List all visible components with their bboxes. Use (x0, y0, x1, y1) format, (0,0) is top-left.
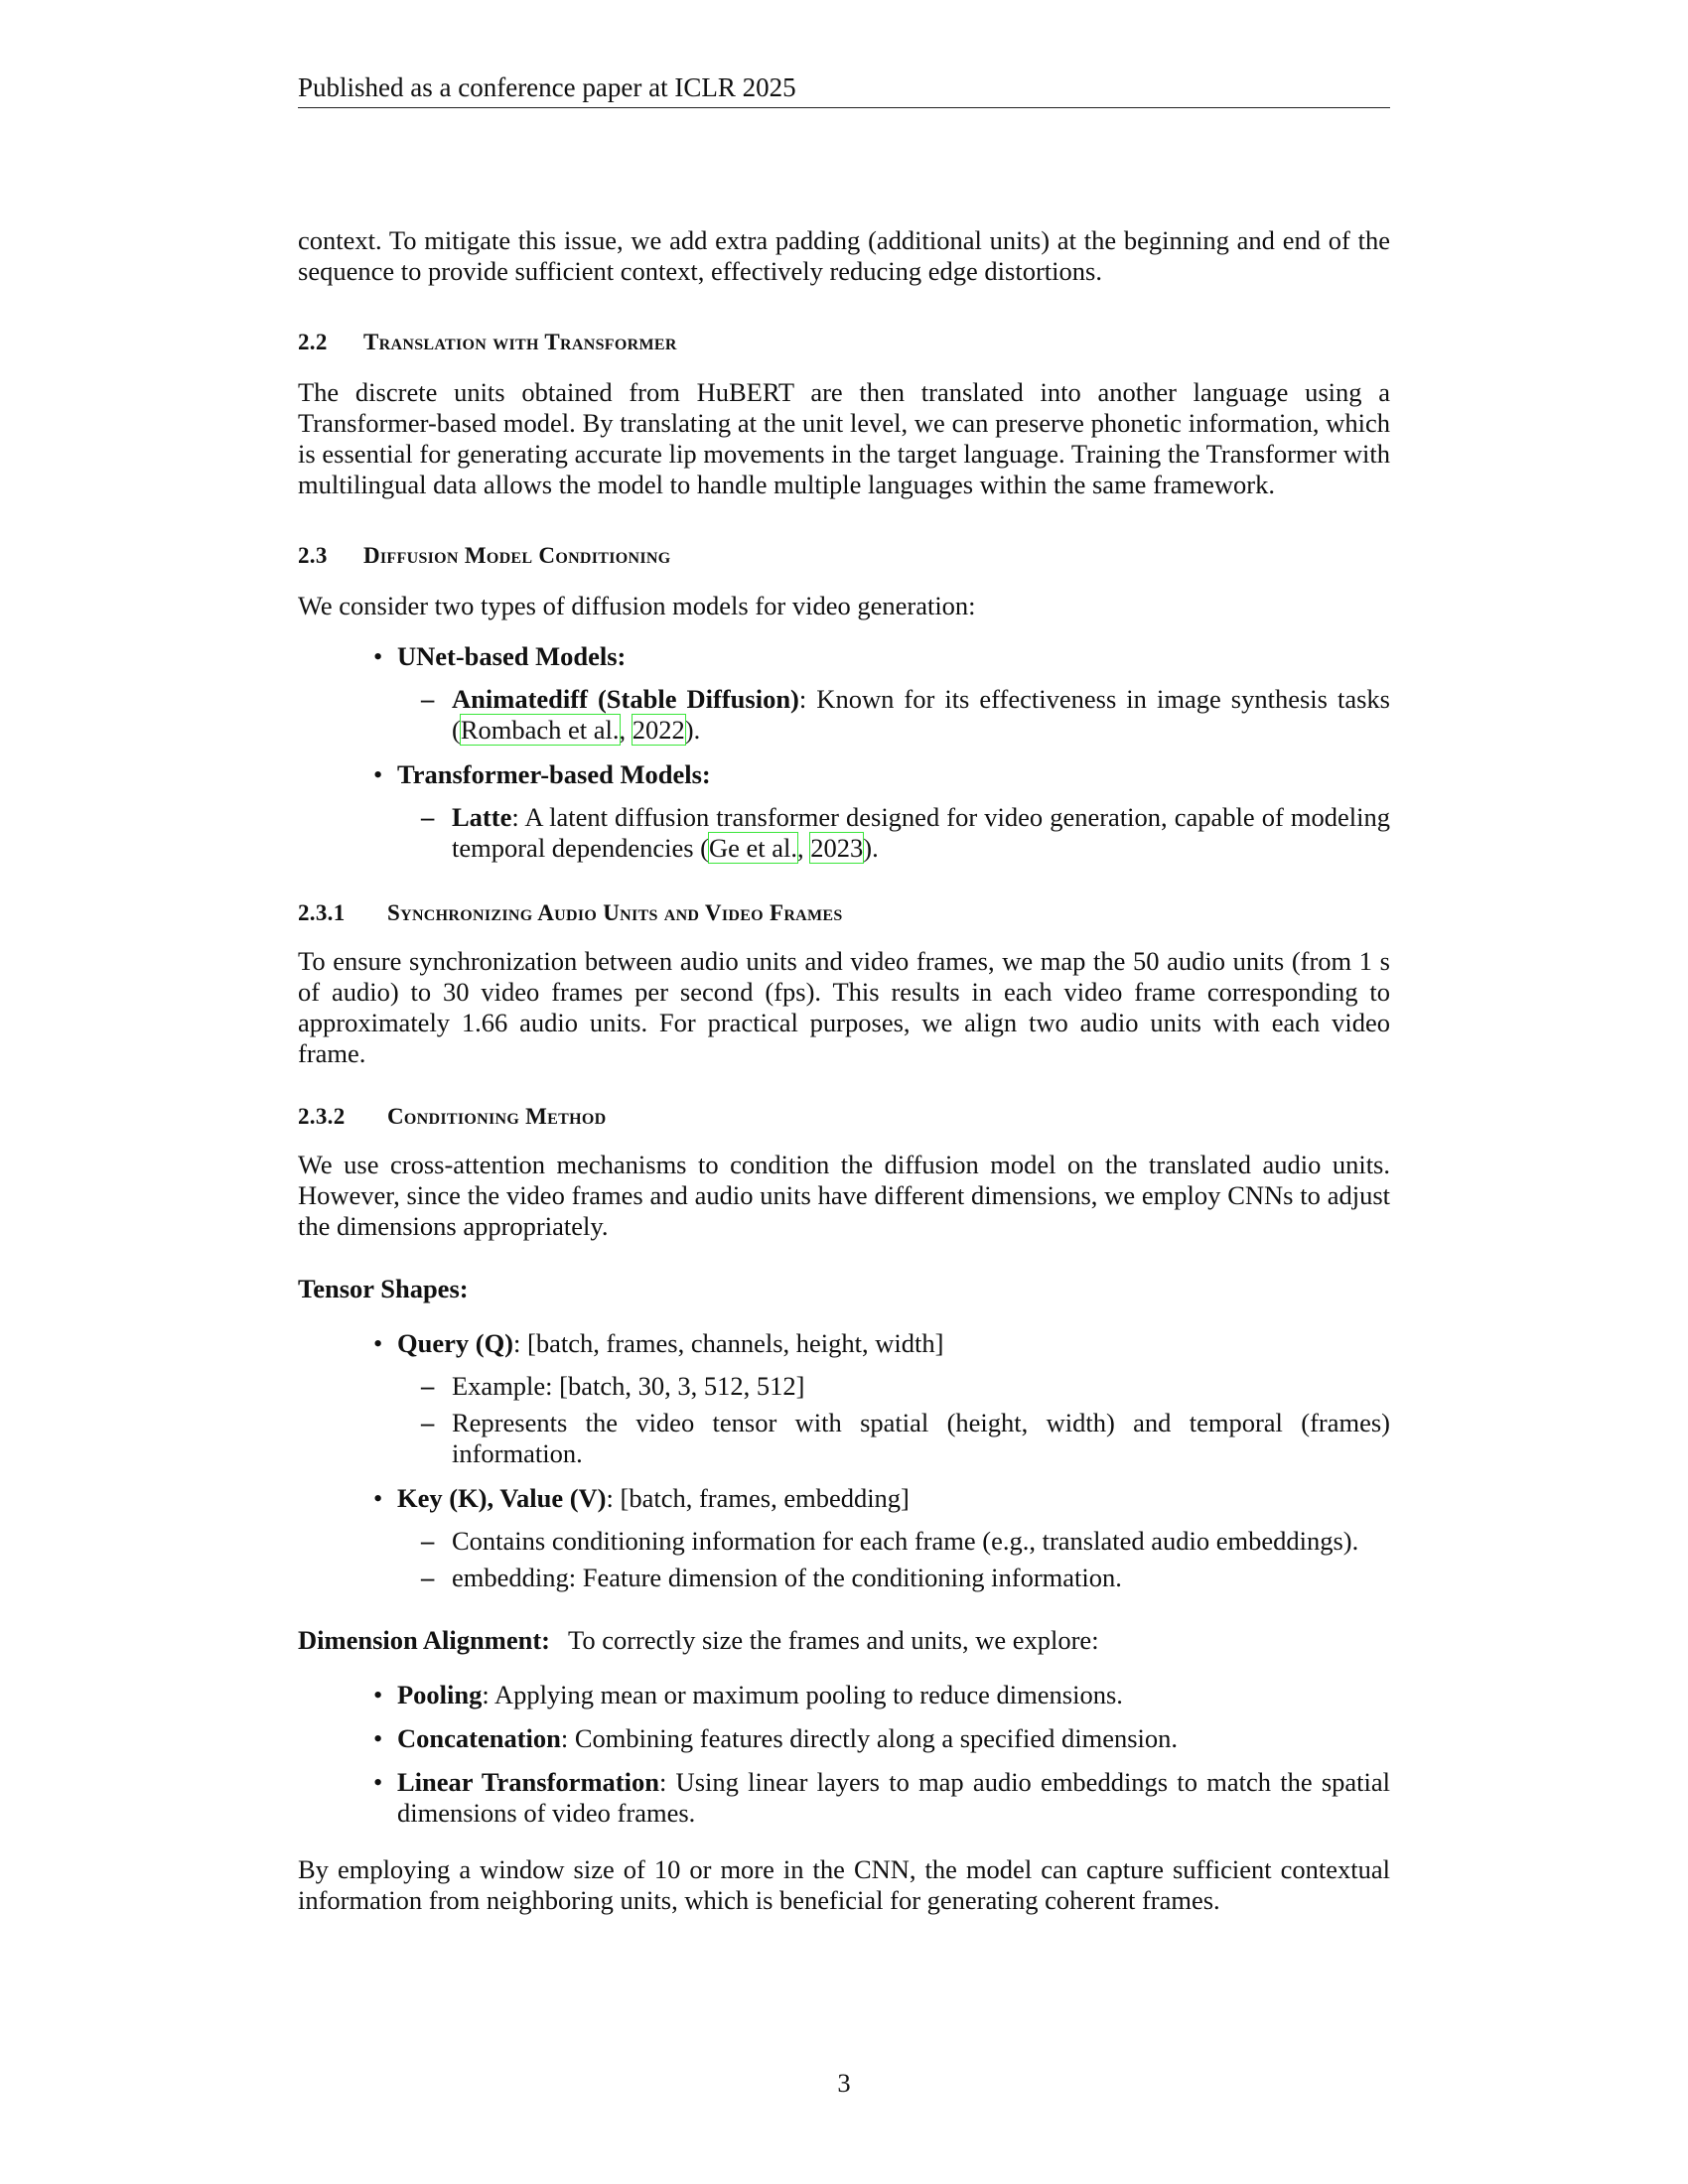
query-label: Query (Q) (397, 1328, 514, 1358)
running-header: Published as a conference paper at ICLR 2025 (298, 71, 1390, 108)
section-title: Translation with Transformer (363, 330, 677, 354)
bullet: • (373, 1767, 383, 1797)
pooling-label: Pooling (397, 1680, 483, 1709)
transformer-label: Transformer-based Models: (397, 759, 711, 789)
dimension-alignment-text: To correctly size the frames and units, we explore: (567, 1625, 1099, 1655)
key-value-label: Key (K), Value (V) (397, 1483, 607, 1513)
dash: – (421, 1563, 435, 1592)
dash: – (421, 684, 435, 714)
section-number: 2.2 (298, 330, 328, 354)
citation-rombach-year-link[interactable]: 2022 (632, 715, 685, 745)
tensor-shapes-label: Tensor Shapes: (298, 1274, 469, 1303)
bullet: • (373, 1680, 383, 1709)
section-title: Conditioning Method (387, 1104, 607, 1129)
section-2-3-1-paragraph: To ensure synchronization between audio units and video frames, we map the 50 audio units (from 1 s of audio) to 30 video frames per second (fps). This results in each video frame corresponding to approximately 1.66 audio units. For practical purposes, we align two audio units with each video frame. (298, 946, 1390, 1068)
section-title: Synchronizing Audio Units and Video Frames (387, 900, 843, 925)
latte-label: Latte (452, 802, 512, 832)
kv-embedding-text: embedding: Feature dimension of the conditioning information. (452, 1563, 1122, 1592)
unet-label: UNet-based Models: (397, 641, 627, 671)
section-2-3-2-paragraph: We use cross-attention mechanisms to condition the diffusion model on the translated audio units. However, since the video frames and audio units have different dimensions, we employ CNNs to adjust the dimensions appropriately. (298, 1150, 1390, 1241)
dash: – (421, 1371, 435, 1401)
section-2-3-2-heading (298, 1101, 1390, 1132)
section-number: 2.3.1 (298, 900, 346, 925)
dimension-alignment-label: Dimension Alignment: (298, 1625, 550, 1655)
animatediff-label: Animatediff (Stable Diffusion) (452, 684, 799, 714)
dash: – (421, 802, 435, 832)
list-item-query (298, 1328, 1390, 1359)
intro-paragraph: context. To mitigate this issue, we add extra padding (additional units) at the beginning and end of the sequence to provide sufficient context, effectively reducing edge distortions. (298, 225, 1390, 286)
linear-text: : Using linear layers to map audio embeddings to match the spatial dimensions of video frames. (397, 1767, 1391, 1828)
page-body (298, 225, 1390, 1916)
closing-paragraph: By employing a window size of 10 or more in the CNN, the model can capture sufficient contextual information from neighboring units, which is beneficial for generating coherent frames. (298, 1854, 1390, 1915)
query-example: Example: [batch, 30, 3, 512, 512] (452, 1371, 805, 1401)
list-item-linear (298, 1767, 1390, 1829)
diffusion-model-list (298, 641, 1390, 864)
tensor-shapes-list (298, 1328, 1390, 1593)
pooling-text: : Applying mean or maximum pooling to reduce dimensions. (482, 1680, 1123, 1709)
citation-rombach-link[interactable]: Rombach et al. (460, 715, 620, 745)
query-shape: : [batch, frames, channels, height, width] (513, 1328, 944, 1358)
list-item-pooling (298, 1680, 1390, 1710)
list-item-kv-embedding (298, 1563, 1390, 1593)
list-item-key-value (298, 1483, 1390, 1514)
section-2-3-intro: We consider two types of diffusion models for video generation: (298, 591, 976, 620)
kv-contains-text: Contains conditioning information for each frame (e.g., translated audio embeddings). (452, 1526, 1359, 1556)
dimension-alignment-paragraph (298, 1625, 1390, 1656)
dimension-alignment-list (298, 1680, 1390, 1829)
dash: – (421, 1526, 435, 1556)
list-item-latte: – Latte: A latent diffusion transformer designed for video generation, capable of modeling temporal dependencies (Ge et al., 2023). (421, 802, 1390, 863)
section-2-2-paragraph: The discrete units obtained from HuBERT are then translated into another language using a Transformer-based model. By translating at the unit level, we can preserve phonetic information, which is essential for generating accurate lip movements in the target language. Training the Transformer with multilingual data allows the model to handle multiple languages within the same framework. (298, 377, 1390, 499)
section-2-2-heading (298, 327, 1390, 357)
list-item-query-example (298, 1371, 1390, 1402)
key-value-shape: : [batch, frames, embedding] (606, 1483, 910, 1513)
list-item-concatenation (298, 1723, 1390, 1754)
animatediff-text: : Known for its effectiveness in image synthesis tasks ( (452, 684, 1390, 745)
list-item-unet (298, 641, 1390, 672)
section-2-3-heading (298, 540, 1390, 571)
bullet: • (373, 641, 383, 671)
close-paren: ). (863, 833, 879, 863)
tensor-shapes-heading (298, 1274, 1390, 1304)
list-item-query-desc (298, 1408, 1390, 1469)
bullet: • (373, 759, 383, 789)
bullet: • (373, 1328, 383, 1358)
section-title: Diffusion Model Conditioning (363, 543, 671, 568)
list-item-transformer (298, 759, 1390, 790)
citation-ge-link[interactable]: Ge et al. (709, 833, 798, 863)
concatenation-label: Concatenation (397, 1723, 561, 1753)
bullet: • (373, 1723, 383, 1753)
linear-label: Linear Transformation (397, 1767, 659, 1797)
list-item-kv-contains (298, 1526, 1390, 1557)
close-paren: ). (684, 715, 701, 745)
query-description: Represents the video tensor with spatial (height, width) and temporal (frames) information. (452, 1408, 1390, 1468)
section-number: 2.3 (298, 543, 328, 568)
concatenation-text: : Combining features directly along a specified dimension. (560, 1723, 1179, 1753)
page-number: 3 (837, 2068, 851, 2098)
dash: – (421, 1408, 435, 1437)
section-2-3-1-heading (298, 897, 1390, 928)
section-number: 2.3.2 (298, 1104, 346, 1129)
list-item-animatediff: – Animatediff (Stable Diffusion): Known for its effectiveness in image synthesis tasks (Rombach et al., 2022). (421, 684, 1390, 745)
bullet: • (373, 1483, 383, 1513)
citation-ge-year-link[interactable]: 2023 (810, 833, 864, 863)
latte-text: : A latent diffusion transformer designed for video generation, capable of modeling temporal dependencies ( (452, 802, 1390, 863)
